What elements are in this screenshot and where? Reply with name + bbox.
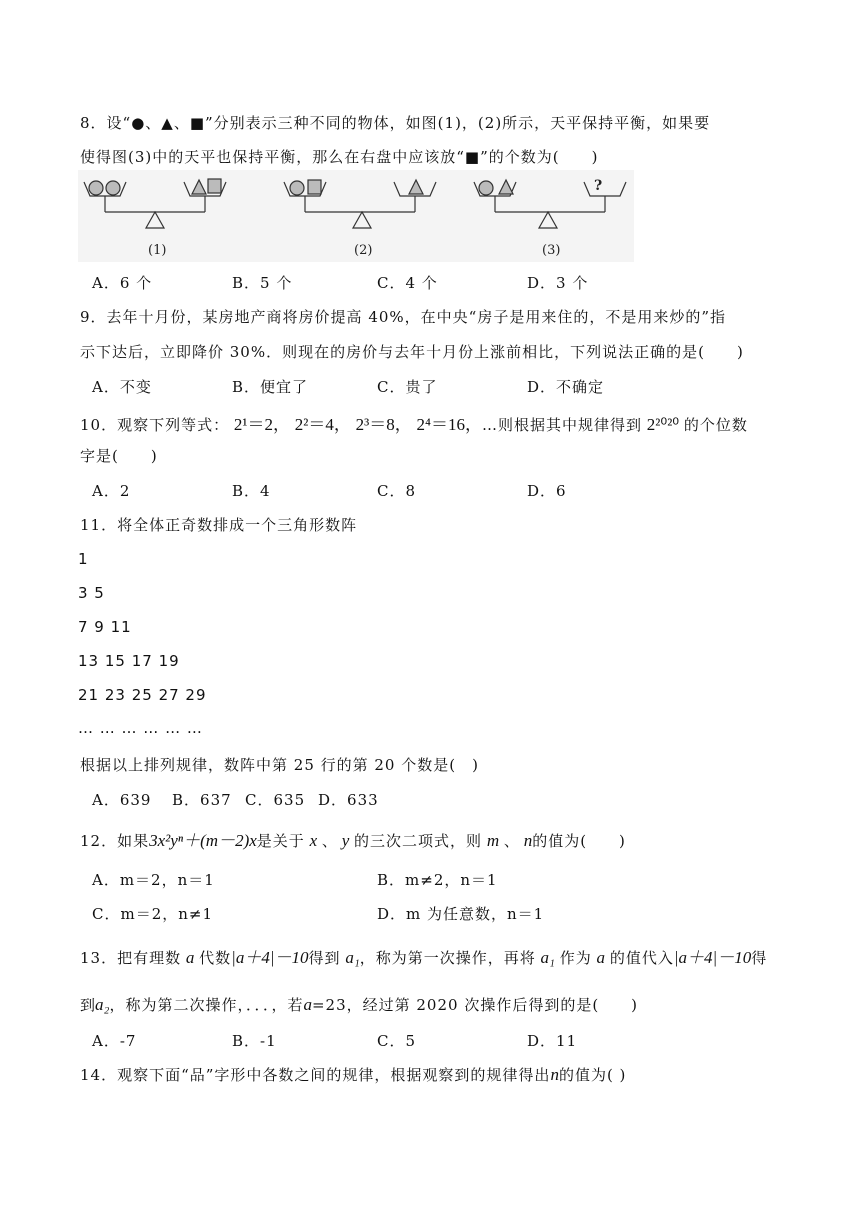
q13-a1: a₁ (345, 948, 360, 967)
q13-line2-rest: ，称为第二次操作，．．．，若 (109, 996, 304, 1014)
q13-prefix: 13．把有理数 (80, 949, 182, 967)
q12-var-y: y (341, 831, 350, 850)
q11-line2: 根据以上排列规律，数阵中第 25 行的第 20 个数是( ) (80, 756, 479, 774)
q13-line2-prefix: 到 (80, 996, 96, 1014)
q12-line1 (80, 826, 626, 851)
q14-var-n: n (550, 1065, 559, 1084)
q12-middle: 是关于 (256, 832, 305, 850)
q12-separator: 、 (321, 832, 337, 850)
q11-option-d: D．633 (318, 791, 379, 809)
q13-expression: |a＋4|－10 (231, 948, 309, 967)
q10-option-a: A．2 (92, 482, 131, 500)
q9-option-c: C．贵了 (377, 378, 438, 396)
q9-option-a: A．不变 (92, 378, 152, 396)
q11-line1: 11．将全体正奇数排成一个三角形数阵 (80, 516, 358, 534)
q12-var-m: m (486, 831, 500, 850)
q12-var-x: x (309, 831, 318, 850)
q8-line2: 使得图(3)中的天平也保持平衡，那么在右盘中应该放“■”的个数为( ) (80, 148, 599, 166)
q8-line1: 8．设“●、▲、■”分别表示三种不同的物体，如图(1)，(2)所示，天平保持平衡，如果要 (80, 114, 711, 132)
q11-row-2: 3 5 (78, 584, 105, 602)
q13-t6: 得 (751, 949, 768, 967)
unknown-mark: ? (594, 178, 603, 194)
figure-1-label: (1) (148, 243, 167, 258)
q12-separator-2: 、 (503, 832, 519, 850)
q11-option-b: B．637 (172, 791, 232, 809)
q14-suffix: 的值为( ) (558, 1066, 627, 1084)
q13-line1 (80, 943, 767, 968)
q10-option-d: D．6 (527, 482, 567, 500)
q12-option-a: A．m＝2，n＝1 (92, 871, 215, 889)
q13-line2-rest2: =23，经过第 2020 次操作后得到的是( ) (311, 996, 639, 1014)
q10-power: 2²⁰²⁰ (646, 415, 680, 434)
q13-t4: 作为 (559, 949, 592, 967)
q13-a1-again: a₁ (540, 948, 555, 967)
q9-line1: 9．去年十月份，某房地产商将房价提高 40%，在中央“房子是用来住的，不是用来炒的”指 (80, 308, 726, 326)
q10-eq4: 2⁴＝16， (416, 415, 482, 434)
q12-var-n: n (523, 831, 533, 850)
q9-option-b: B．便宜了 (232, 378, 309, 396)
q13-option-c: C．5 (377, 1032, 417, 1050)
q12-expression: 3x²yⁿ＋(m－2)x (149, 831, 257, 850)
q10-prefix: 10．观察下列等式： (80, 416, 230, 434)
q10-middle: …则根据其中规律得到 (481, 416, 642, 434)
q10-option-b: B．4 (232, 482, 271, 500)
q9-option-d: D．不确定 (527, 378, 605, 396)
q9-line2: 示下达后，立即降价 30%．则现在的房价与去年十月份上涨前相比，下列说法正确的是( ) (80, 343, 744, 361)
figure-2-label: (2) (354, 243, 373, 258)
q11-option-a: A．639 (92, 791, 152, 809)
q13-var-a-again: a (596, 948, 606, 967)
q11-row-1: 1 (78, 550, 89, 568)
q10-line1 (80, 410, 748, 435)
q14-line1 (80, 1064, 626, 1085)
q13-line2 (80, 994, 638, 1015)
q12-middle2: 的三次二项式，则 (354, 832, 483, 850)
q13-option-a: A．-7 (92, 1032, 137, 1050)
balance-figures (78, 170, 634, 262)
q12-option-d: D．m 为任意数，n＝1 (377, 905, 545, 923)
q8-option-a: A．6 个 (92, 274, 153, 292)
q8-option-c: C．4 个 (377, 274, 438, 292)
q13-t5: 的值代入 (609, 949, 674, 967)
q10-option-c: C．8 (377, 482, 417, 500)
q13-expression-again: |a＋4|－10 (673, 948, 752, 967)
q13-t3: ，称为第一次操作，再将 (359, 949, 536, 967)
q13-option-b: B．-1 (232, 1032, 277, 1050)
q11-row-6: … … … … … … (78, 719, 203, 737)
q13-var-a-line2: a (303, 995, 312, 1014)
q13-t1: 代数 (199, 949, 232, 967)
q13-var-a: a (185, 948, 195, 967)
q11-option-c: C．635 (245, 791, 306, 809)
q10-line2: 字是( ) (80, 447, 158, 465)
q10-suffix: 的个位数 (683, 416, 748, 434)
q13-a2: a₂ (95, 995, 110, 1014)
q12-option-b: B．m≠2，n＝1 (377, 871, 498, 889)
q10-eq2: 2²＝4， (294, 415, 351, 434)
q12-option-c: C．m＝2，n≠1 (92, 905, 214, 923)
q11-row-5: 21 23 25 27 29 (78, 686, 207, 704)
q14-text: 14．观察下面“品”字形中各数之间的规律，根据观察到的规律得出 (80, 1066, 551, 1084)
q11-row-4: 13 15 17 19 (78, 652, 180, 670)
q11-row-3: 7 9 11 (78, 618, 132, 636)
q13-t2: 得到 (308, 949, 341, 967)
q13-option-d: D．11 (527, 1032, 578, 1050)
q10-eq1: 2¹＝2， (233, 415, 290, 434)
q8-option-b: B．5 个 (232, 274, 293, 292)
figure-3-label: (3) (542, 243, 561, 258)
q8-option-d: D．3 个 (527, 274, 589, 292)
q12-suffix: 的值为( ) (532, 832, 626, 850)
q12-prefix: 12．如果 (80, 832, 150, 850)
q10-eq3: 2³＝8， (355, 415, 412, 434)
